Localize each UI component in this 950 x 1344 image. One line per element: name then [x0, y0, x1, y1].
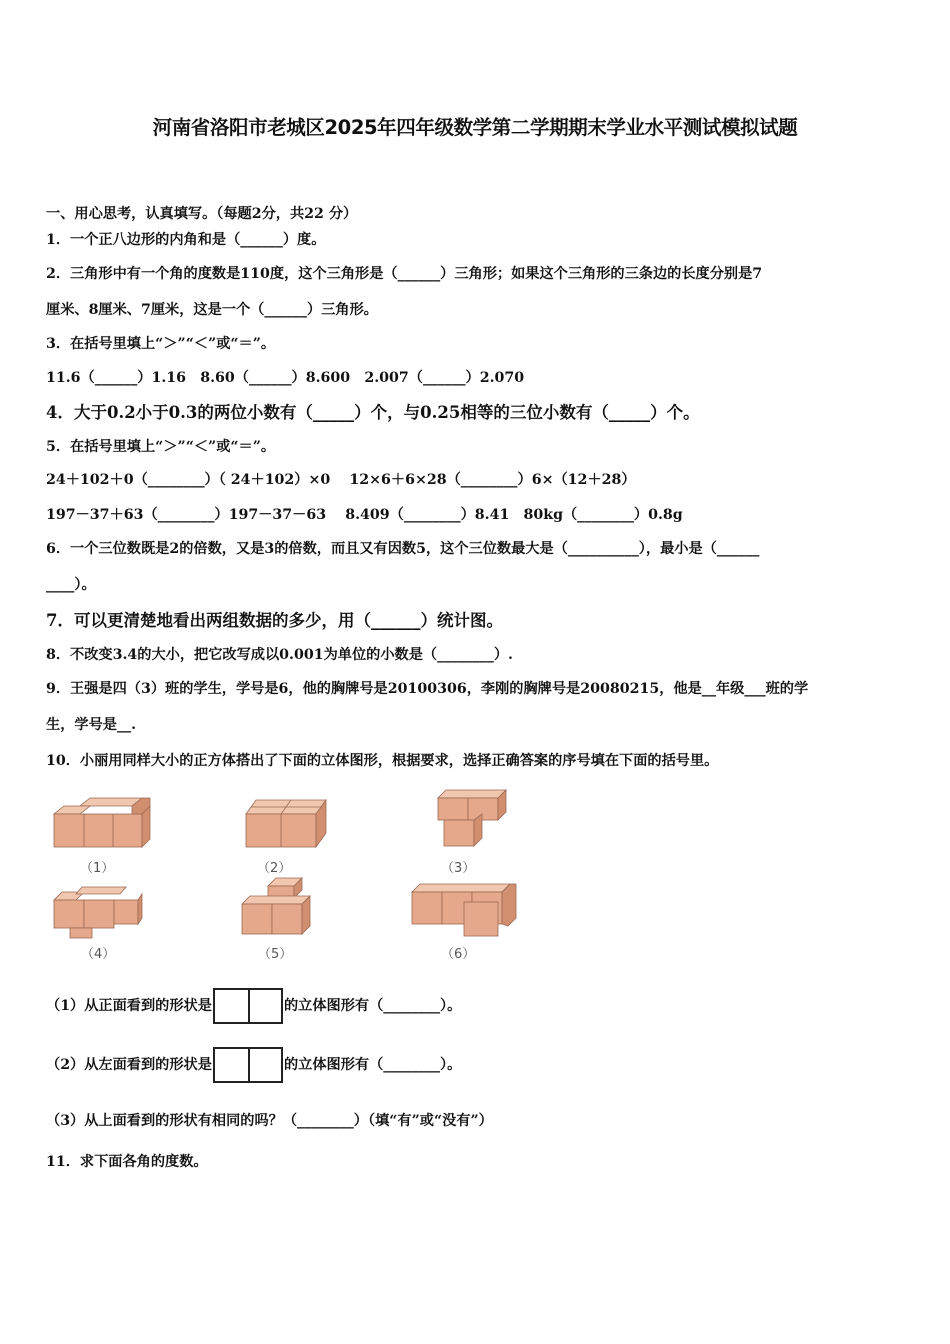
question-3-items: 11.6（______）1.16 8.60（______）8.600 2.007（______）2.070 [46, 370, 525, 386]
question-10-part-1 [46, 988, 461, 1024]
page-title: 河南省洛阳市老城区2025年四年级数学第二学期期末学业水平测试模拟试题 [152, 116, 798, 139]
cube-figure-4 [50, 884, 146, 940]
figure-label-3: （3） [441, 861, 476, 876]
cube-figure-3 [432, 786, 512, 852]
question-2-line-2: 厘米、8厘米、7厘米，这是一个（______）三角形。 [46, 302, 378, 318]
question-11: 11．求下面各角的度数。 [46, 1154, 208, 1170]
question-10-part-3: （3）从上面看到的形状有相同的吗？（________）（填“有”或“没有”） [46, 1113, 493, 1129]
question-10-part-2-prefix: （2）从左面看到的形状是 [46, 1057, 212, 1073]
question-6-line-2: ____）。 [46, 577, 96, 593]
question-7: 7．可以更清楚地看出两组数据的多少，用（______）统计图。 [46, 611, 503, 630]
question-10-part-1-suffix: 的立体图形有（________）。 [283, 998, 462, 1014]
question-5-row-2: 197－37＋63（________）197－37－63 8.409（________）8.41 80kg（________）0.8g [46, 507, 683, 523]
two-square-front-view-icon [213, 988, 283, 1024]
question-4: 4．大于0.2小于0.3的两位小数有（_____）个，与0.25相等的三位小数有（_____）个。 [46, 403, 700, 422]
figure-label-2: （2） [257, 861, 292, 876]
cube-figure-2 [242, 796, 330, 852]
question-9-line-1: 9．王强是四（3）班的学生，学号是6，他的胸牌号是20100306，李刚的胸牌号是20080215，他是__年级___班的学 [46, 681, 809, 697]
question-10: 10．小丽用同样大小的正方体搭出了下面的立体图形，根据要求，选择正确答案的序号填在下面的括号里。 [46, 753, 719, 769]
figure-label-6: （6） [441, 947, 476, 962]
question-10-part-2 [46, 1047, 461, 1083]
two-square-left-view-icon [213, 1047, 283, 1083]
figure-label-1: （1） [80, 861, 115, 876]
figure-label-5: （5） [258, 947, 293, 962]
figure-label-4: （4） [81, 947, 116, 962]
question-6-line-1: 6．一个三位数既是2的倍数，又是3的倍数，而且又有因数5，这个三位数最大是（__________），最小是（______ [46, 541, 760, 557]
question-10-part-1-prefix: （1）从正面看到的形状是 [46, 998, 212, 1014]
question-2-line-1: 2．三角形中有一个角的度数是110度，这个三角形是（______）三角形；如果这个三角形的三条边的长度分别是7 [46, 266, 763, 282]
question-3: 3．在括号里填上“＞”“＜”或“＝”。 [46, 336, 276, 352]
cube-figure-5 [238, 876, 314, 940]
question-5: 5．在括号里填上“＞”“＜”或“＝”。 [46, 439, 276, 455]
question-9-line-2: 生，学号是__. [46, 717, 137, 733]
question-8: 8．不改变3.4的大小，把它改写成以0.001为单位的小数是（________）. [46, 647, 513, 663]
cube-figure-6 [408, 880, 520, 940]
section-heading: 一、用心思考，认真填写。（每题2分，共22 分） [46, 206, 358, 222]
question-1: 1．一个正八边形的内角和是（______）度。 [46, 232, 326, 248]
question-10-part-2-suffix: 的立体图形有（________）。 [283, 1057, 462, 1073]
cube-figure-1 [50, 796, 154, 852]
question-5-row-1: 24＋102＋0（________）（ 24＋102）×0 12×6＋6×28（________）6×（12＋28） [46, 472, 636, 488]
